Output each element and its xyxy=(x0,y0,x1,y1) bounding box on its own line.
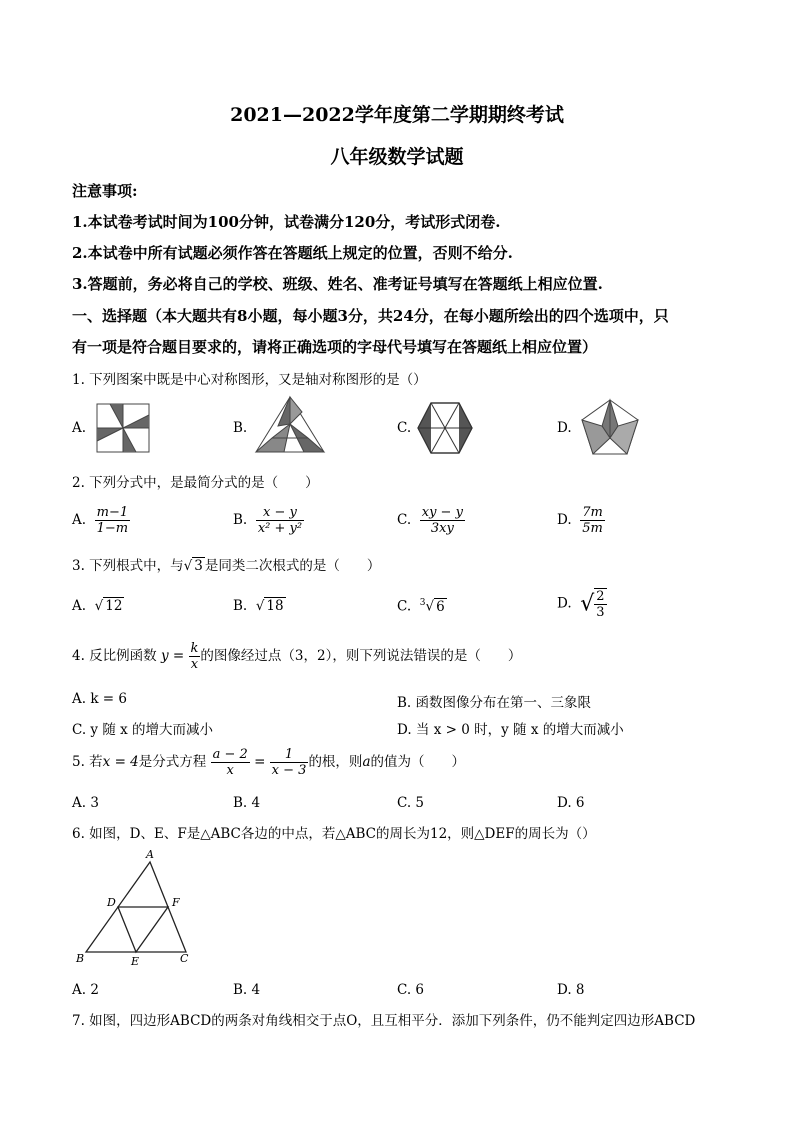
triangle-midpoints-figure xyxy=(72,845,202,970)
q2-c-numerator: xy − y xyxy=(421,505,463,520)
q3-stem-radical: √ 3 xyxy=(183,558,203,574)
q4-option-a: A. k = 6 xyxy=(72,691,127,707)
q3-d-numerator: 2 xyxy=(596,589,605,604)
q3-stem-part1: 3. 下列根式中，与 xyxy=(72,558,184,574)
note-item-3: 3.答题前，务必将自己的学校、班级、姓名、准考证号填写在答题纸上相应位置. xyxy=(72,275,603,293)
q2-option-c-label: C. xyxy=(397,512,412,528)
q2-option-d xyxy=(557,505,605,536)
q2-option-b-label: B. xyxy=(233,512,248,528)
q2-d-denominator: 5m xyxy=(582,521,603,536)
q2-stem: 2. 下列分式中，是最简分式的是（ ） xyxy=(72,475,319,491)
q4-stem xyxy=(72,641,521,672)
q5-stem xyxy=(72,747,465,778)
q2-a-numerator: m−1 xyxy=(96,505,129,520)
q5-lhs-denominator: x xyxy=(226,763,234,778)
q2-option-c xyxy=(397,505,465,536)
q3-a-radicand: 12 xyxy=(105,598,123,614)
q5-stem-condition: x = 4 xyxy=(102,754,139,770)
q5-stem-part3: 的根，则 xyxy=(308,754,363,770)
q3-c-root-index: 3 xyxy=(419,598,426,608)
q4-option-b: B. 函数图像分布在第一、三象限 xyxy=(397,695,592,711)
q2-option-b xyxy=(233,505,304,536)
q5-equals: = xyxy=(254,754,266,770)
q7-stem: 7. 如图，四边形ABCD的两条对角线相交于点O，且互相平分．添加下列条件，仍不能判定四边形ABCD xyxy=(72,1013,696,1029)
q5-stem-part1: 5. 若 xyxy=(72,754,103,770)
q5-lhs-numerator: a − 2 xyxy=(212,747,248,762)
q5-stem-variable: a xyxy=(362,754,371,770)
q2-option-a xyxy=(72,505,130,536)
q2-c-denominator: 3xy xyxy=(430,521,454,536)
q5-rhs-numerator: 1 xyxy=(270,747,309,763)
q1-option-b-label: B. xyxy=(233,420,248,436)
q2-b-denominator: x² + y² xyxy=(257,521,303,536)
q3-option-d xyxy=(557,588,607,620)
q5-stem-part4: 的值为（ ） xyxy=(370,754,465,770)
q5-option-d: D. 6 xyxy=(557,795,585,811)
pinwheel-figure xyxy=(96,403,150,453)
vertex-c-label: C xyxy=(180,952,189,965)
q6-option-c: C. 6 xyxy=(397,982,425,998)
q5-rhs-fraction xyxy=(270,747,309,778)
q2-option-a-label: A. xyxy=(72,512,87,528)
q3-option-b xyxy=(233,598,286,614)
section1-line2: 有一项是符合题目要求的，请将正确选项的字母代号填写在答题纸上相应位置） xyxy=(72,338,598,356)
q5-lhs-fraction xyxy=(211,747,250,778)
q6-option-d: D. 8 xyxy=(557,982,585,998)
q3-option-a-label: A. xyxy=(72,598,87,614)
q4-stem-numerator: k xyxy=(190,641,199,656)
q1-option-a-label: A. xyxy=(72,420,87,436)
q2-a-denominator: 1−m xyxy=(96,521,129,536)
q6-option-a: A. 2 xyxy=(72,982,99,998)
q2-option-d-label: D. xyxy=(557,512,572,528)
q3-c-cube-root: $^3$√ 6 xyxy=(419,598,445,615)
q5-stem-part2: 是分式方程 xyxy=(138,754,207,770)
q4-option-d: D. 当 x > 0 时，y 随 x 的增大而减小 xyxy=(397,722,624,738)
hexagon-figure xyxy=(417,402,473,454)
q2-option-d-fraction xyxy=(580,505,605,536)
q3-d-fraction xyxy=(594,588,606,620)
note-item-1: 1.本试卷考试时间为100分钟，试卷满分120分，考试形式闭卷. xyxy=(72,213,501,231)
q6-stem: 6. 如图，D、E、F是△ABC各边的中点，若△ABC的周长为12，则△DEF的周长为（） xyxy=(72,826,596,842)
q3-b-radical: √ 18 xyxy=(255,598,284,614)
q5-option-c: C. 5 xyxy=(397,795,425,811)
q4-stem-y: y = xyxy=(160,648,185,664)
exam-title: 2021—2022学年度第二学期期终考试 xyxy=(230,104,564,126)
triangle-pattern-figure xyxy=(254,396,326,456)
vertex-d-label: D xyxy=(107,896,116,909)
notes-heading: 注意事项: xyxy=(72,182,138,200)
q2-option-c-fraction xyxy=(420,505,465,536)
q3-stem-part2: 是同类二次根式的是（ ） xyxy=(204,558,381,574)
q2-d-numerator: 7m xyxy=(582,505,603,520)
q4-stem-part1: 4. 反比例函数 xyxy=(72,648,157,664)
q5-option-b: B. 4 xyxy=(233,795,261,811)
q4-stem-part2: 的图像经过点（3，2），则下列说法错误的是（ ） xyxy=(200,648,522,664)
q3-stem xyxy=(72,554,380,574)
q3-d-denominator: 3 xyxy=(596,605,605,620)
q4-stem-fraction xyxy=(189,641,201,672)
q1-option-c-label: C. xyxy=(397,420,412,436)
vertex-f-label: F xyxy=(172,896,180,909)
q2-b-numerator: x − y xyxy=(256,505,304,521)
note-item-2: 2.本试卷中所有试题必须作答在答题纸上规定的位置，否则不给分. xyxy=(72,244,513,262)
q5-rhs-denominator: x − 3 xyxy=(271,763,307,778)
q2-option-a-fraction xyxy=(95,505,131,536)
q3-option-d-label: D. xyxy=(557,595,572,612)
vertex-a-label: A xyxy=(146,848,154,861)
q3-c-radicand: 6 xyxy=(436,598,445,615)
q3-stem-radicand: 3 xyxy=(194,558,203,574)
q3-d-radical-sign: √ xyxy=(580,591,595,617)
q2-option-b-fraction xyxy=(256,505,304,536)
section1-line1: 一、选择题（本大题共有8小题，每小题3分，共24分，在每小题所绘出的四个选项中，只 xyxy=(72,307,669,325)
q3-option-b-label: B. xyxy=(233,598,248,614)
q4-option-c: C. y 随 x 的增大而减小 xyxy=(72,722,214,738)
exam-subtitle: 八年级数学试题 xyxy=(330,146,464,168)
vertex-e-label: E xyxy=(131,955,140,968)
q1-stem: 1. 下列图案中既是中心对称图形，又是轴对称图形的是（） xyxy=(72,372,427,388)
q3-option-c-label: C. xyxy=(397,598,412,615)
q3-option-a xyxy=(72,598,124,614)
q3-a-radical: √ 12 xyxy=(94,598,123,614)
q1-option-d-label: D. xyxy=(557,420,572,436)
pentagon-figure xyxy=(580,398,640,458)
q3-option-c xyxy=(397,598,447,615)
q3-b-radicand: 18 xyxy=(266,598,284,614)
vertex-b-label: B xyxy=(76,952,85,965)
q6-option-b: B. 4 xyxy=(233,982,261,998)
q5-option-a: A. 3 xyxy=(72,795,99,811)
q4-stem-denominator: x xyxy=(190,657,199,672)
